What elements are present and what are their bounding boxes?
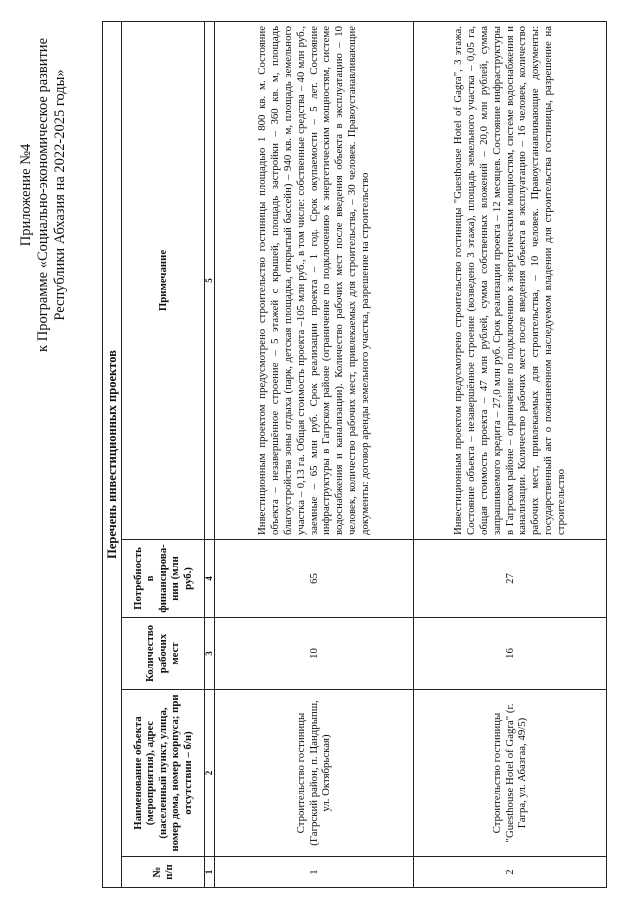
column-number: 5 [205,21,215,539]
row-jobs: 16 [414,618,607,690]
appendix-header [18,38,69,352]
column-number: 4 [205,540,215,618]
header-name: Наименование объекта (мероприятия), адрес (населенный пункт, улица, номер дома, номер корпуса; при отсутствии – б/н) [122,690,205,857]
table-row [215,21,414,887]
row-jobs: 10 [215,618,414,690]
appendix-period: Республики Абхазия на 2022-2025 годы» [52,69,68,321]
table-header-row [122,21,205,887]
row-note: Инвестиционным проектом предусмотрено строительство гостиницы "Guesthouse Hotel of Gagra", 3 этажа. Состояние объекта – незавершённое строение (возведено 3 этажа), площадь земельного участка – 0,05 га, общая стоимость проекта – 47 млн рублей, сумма собственных вложений – 20,0 млн рублей, сумма запрашиваемого кредита – 27,0 млн руб. Срок реализации проекта – 12 месяцев. Состояние инфраструктуры в Гагрском районе – ограничение по подключению к энергетическим мощностям, системе водоснабжения и канализации. Количество рабочих мест после введения объекта в эксплуатацию – 16 человек, количество рабочих мест, привлекаемых для строительства, – 10 человек. Правоустанавливающие документы: государственный акт о пожизненном наследуемом владении для строительства гостиницы, разрешение на строительство [414,21,607,539]
header-note: Примечание [122,21,205,539]
table-title: Перечень инвестиционных проектов [103,21,122,887]
appendix-number: Приложение №4 [18,143,34,247]
row-name: Строительство гостиницы "Guesthouse Hotel of Gagra" (г. Гагра, ул. Абазгаа, 49/5) [414,690,607,857]
row-num: 2 [414,857,607,888]
row-finance: 65 [215,540,414,618]
header-num: № п/п [122,857,205,888]
column-number: 2 [205,690,215,857]
row-name: Строительство гостиницы (Гагрский район, п. Цандрыпш, ул. Октябрьская) [215,690,414,857]
row-note: Инвестиционным проектом предусмотрено строительство гостиницы площадью 1 800 кв. м. Состояние объекта – незавершённое строение – 5 этажей с крышей, площадь застройки – 360 кв. м, площадь благоустройства зоны отдыха (парк, детская площадка, открытый бассейн) – 940 кв. м, площадь земельного участка – 0,13 га. Общая стоимость проекта –105 млн руб., в том числе: собственные средства – 40 млн руб., заемные – 65 млн руб. Срок реализации проекта – 1 год. Срок окупаемости – 5 лет. Состояние инфраструктуры в Гагрском районе (ограничение по подключению к энергетическим мощностям, системе водоснабжения и канализации). Количество рабочих мест после введения объекта в эксплуатацию – 10 человек, количество рабочих мест, привлекаемых для строительства, – 30 человек. Правоустанавливающие документы: договор аренды земельного участка, разрешение на строительство [215,21,414,539]
appendix-program: к Программе «Социально-экономическое развитие [35,38,51,352]
row-finance: 27 [414,540,607,618]
table-title-row [103,21,122,887]
header-jobs: Количество рабочих мест [122,618,205,690]
row-num: 1 [215,857,414,888]
column-number-row [205,21,215,887]
header-finance: Потребность в финансирова-нии (млн руб.) [122,540,205,618]
investment-projects-table [102,21,607,888]
column-number: 3 [205,618,215,690]
column-number: 1 [205,857,215,888]
table-row [414,21,607,887]
